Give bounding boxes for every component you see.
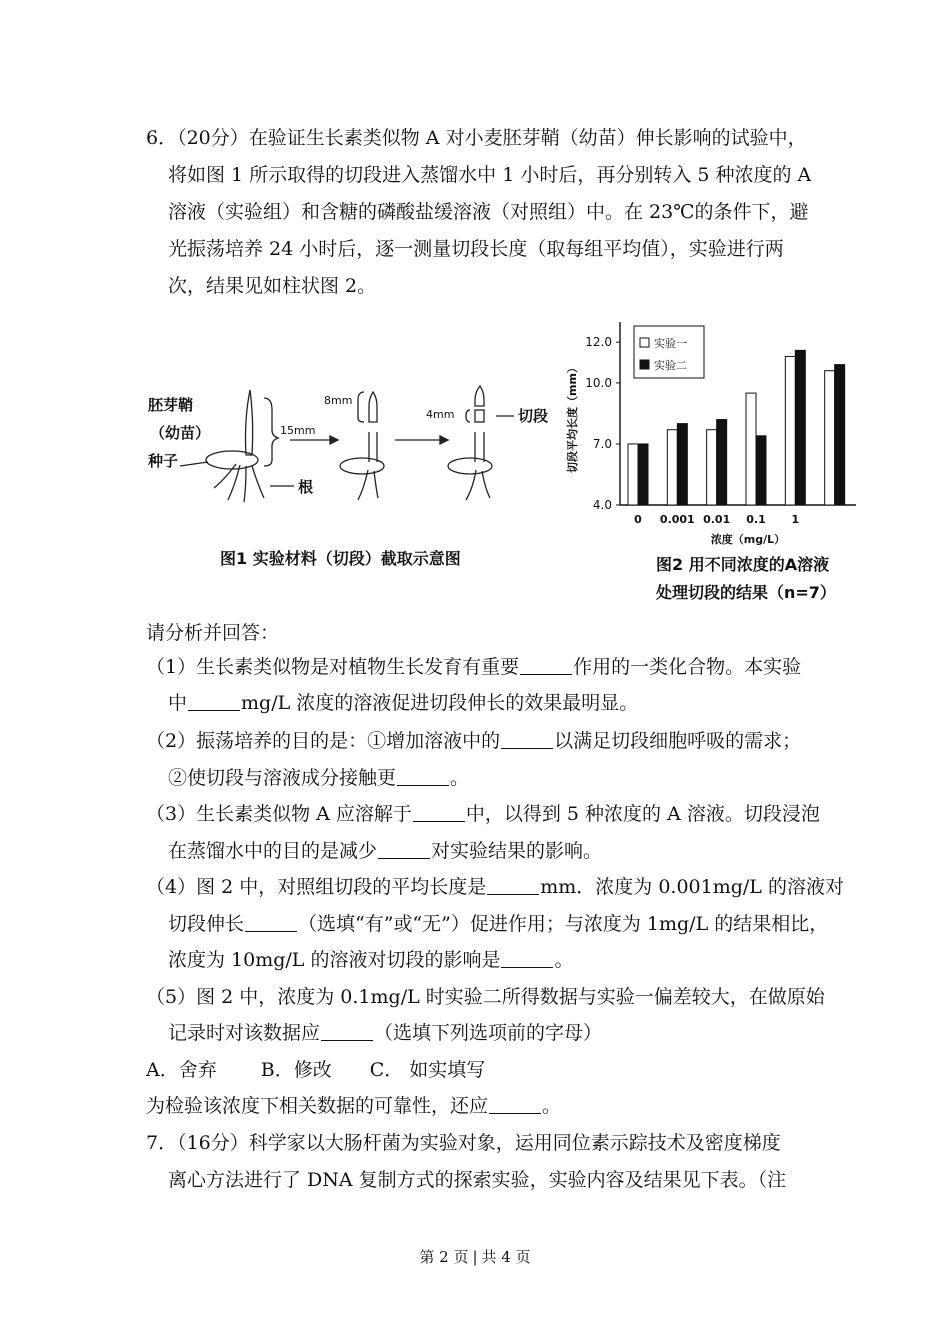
analysis-prompt: 请分析并回答：: [146, 622, 280, 644]
question-line: [168, 839, 602, 863]
bar-series-1: [667, 430, 677, 505]
verify-text: 为检验该浓度下相关数据的可靠性，还应: [146, 1095, 489, 1117]
label-seedling: （幼苗）: [150, 424, 211, 442]
question-line: [146, 875, 844, 899]
figure-2-caption-line-1: 图2 用不同浓度的A溶液: [656, 555, 830, 574]
legend-label: 实验二: [654, 359, 687, 372]
q6-line-3: 溶液（实验组）和含糖的磷酸盐缓溶液（对照组）中。在 23℃的条件下，避: [168, 201, 809, 223]
dim-4mm: 4mm: [426, 408, 455, 421]
question-text: 作用的一类化合物。本实验: [573, 656, 802, 678]
verify-line: [146, 1094, 561, 1118]
answer-blank[interactable]: [321, 1022, 373, 1041]
answer-blank[interactable]: [188, 692, 240, 711]
bar-series-1: [785, 356, 795, 505]
label-seed: 种子: [148, 452, 179, 470]
question-line: [146, 729, 801, 753]
legend-swatch: [640, 338, 649, 347]
question-text: （选填“有”或“无”）促进作用；与浓度为 1mg/L 的结果相比，: [298, 913, 829, 935]
bar-series-2: [677, 424, 687, 505]
y-tick-label: 4.0: [592, 498, 612, 512]
question-line: [146, 802, 820, 826]
question-text: 中: [168, 692, 188, 714]
question-text: 浓度为 10mg/L 的溶液对切段的影响是: [168, 949, 501, 971]
question-text: （1）生长素类似物是对植物生长发育有重要: [146, 656, 520, 678]
question-line: [168, 691, 638, 715]
answer-blank[interactable]: [245, 913, 297, 932]
y-tick-label: 7.0: [592, 436, 612, 451]
bar-series-2: [638, 444, 648, 505]
x-axis-label: 浓度（mg/L）: [710, 533, 786, 546]
answer-options: A．舍弃 B．修改 C． 如实填写: [146, 1059, 486, 1081]
question-line: [168, 766, 469, 790]
question-text: （4）图 2 中，对照组切段的平均长度是: [146, 876, 487, 898]
figure-1-caption: 图1 实验材料（切段）截取示意图: [220, 549, 461, 568]
question-text: mg/L 浓度的溶液促进切段伸长的效果最明显。: [241, 692, 639, 714]
legend-label: 实验一: [654, 337, 687, 350]
dim-8mm: 8mm: [324, 394, 353, 407]
answer-blank[interactable]: [413, 803, 465, 822]
y-tick-label: 10.0: [585, 375, 612, 390]
bar-series-2: [835, 365, 845, 505]
x-tick-label: 0.001: [659, 513, 695, 526]
question-line: [168, 912, 828, 936]
answer-blank[interactable]: [397, 767, 449, 786]
x-tick-label: 0.1: [746, 513, 766, 526]
figure-2-caption-line-2: 处理切段的结果（n=7）: [656, 583, 836, 602]
page-footer: [0, 1246, 950, 1267]
y-tick-label: 12.0: [585, 335, 612, 350]
bar-series-1: [628, 444, 638, 505]
question-text: 以满足切段细胞呼吸的需求；: [554, 730, 802, 752]
bar-series-1: [825, 371, 835, 505]
bar-series-1: [707, 430, 717, 505]
bar-series-2: [795, 350, 805, 505]
question-text: 切段伸长: [168, 913, 245, 935]
answer-blank[interactable]: [378, 840, 430, 859]
x-tick-label: 1: [791, 513, 800, 526]
question-line: [146, 985, 825, 1009]
answer-blank[interactable]: [501, 949, 553, 968]
answer-blank[interactable]: [489, 1095, 541, 1114]
question-line: [168, 1021, 602, 1045]
dim-15mm: 15mm: [280, 424, 316, 437]
question-line: [168, 948, 573, 972]
figure-1-diagram: [140, 370, 560, 520]
question-text: ②使切段与溶液成分接触更: [168, 767, 397, 789]
question-line: [146, 655, 801, 679]
answer-blank[interactable]: [487, 876, 539, 895]
question-text: mm．浓度为 0.001mg/L 的溶液对: [540, 876, 844, 898]
q7-line-2: 离心方法进行了 DNA 复制方式的探索实验，实验内容及结果见下表。（注: [168, 1169, 787, 1191]
q6-line-2: 将如图 1 所示取得的切段进入蒸馏水中 1 小时后，再分别转入 5 种浓度的 A: [168, 164, 812, 186]
q6-line-1: 6．（20分）在验证生长素类似物 A 对小麦胚芽鞘（幼苗）伸长影响的试验中，: [146, 127, 807, 149]
answer-blank[interactable]: [501, 730, 553, 749]
question-text: 中，以得到 5 种浓度的 A 溶液。切段浸泡: [465, 803, 820, 825]
footer-page: 第 2 页: [419, 1248, 469, 1266]
q7-line-1: 7．（16分）科学家以大肠杆菌为实验对象，运用同位素示踪技术及密度梯度: [146, 1132, 781, 1154]
question-text: 记录时对该数据应: [168, 1022, 321, 1044]
question-text: 对实验结果的影响。: [431, 840, 603, 862]
label-root: 根: [298, 478, 314, 496]
bar-series-2: [756, 436, 766, 505]
label-coleoptile: 胚芽鞘: [148, 396, 194, 414]
x-tick-label: 0.01: [703, 513, 731, 526]
footer-sep: |: [472, 1248, 478, 1266]
y-axis-label: 切段平均长度（mm）: [566, 362, 579, 473]
question-text: 。: [450, 767, 470, 789]
verify-end: 。: [542, 1095, 562, 1117]
bar-series-2: [717, 420, 727, 505]
q6-line-5: 次，结果见如柱状图 2。: [168, 275, 377, 297]
answer-blank[interactable]: [520, 656, 572, 675]
q6-line-4: 光振荡培养 24 小时后，逐一测量切段长度（取每组平均值），实验进行两: [168, 238, 784, 260]
question-text: （3）生长素类似物 A 应溶解于: [146, 803, 412, 825]
question-text: （选填下列选项前的字母）: [374, 1022, 603, 1044]
question-text: （5）图 2 中，浓度为 0.1mg/L 时实验二所得数据与实验一偏差较大，在做原始: [146, 986, 825, 1008]
figure-2-bar-chart: [558, 318, 868, 548]
question-text: （2）振荡培养的目的是：①增加溶液中的: [146, 730, 501, 752]
question-text: 在蒸馏水中的目的是减少: [168, 840, 378, 862]
x-tick-label: 0: [634, 513, 642, 526]
label-segment: 切段: [518, 407, 549, 425]
question-text: 。: [554, 949, 574, 971]
footer-total: 共 4 页: [481, 1248, 531, 1266]
bar-series-1: [746, 393, 756, 505]
legend-swatch: [640, 360, 649, 369]
